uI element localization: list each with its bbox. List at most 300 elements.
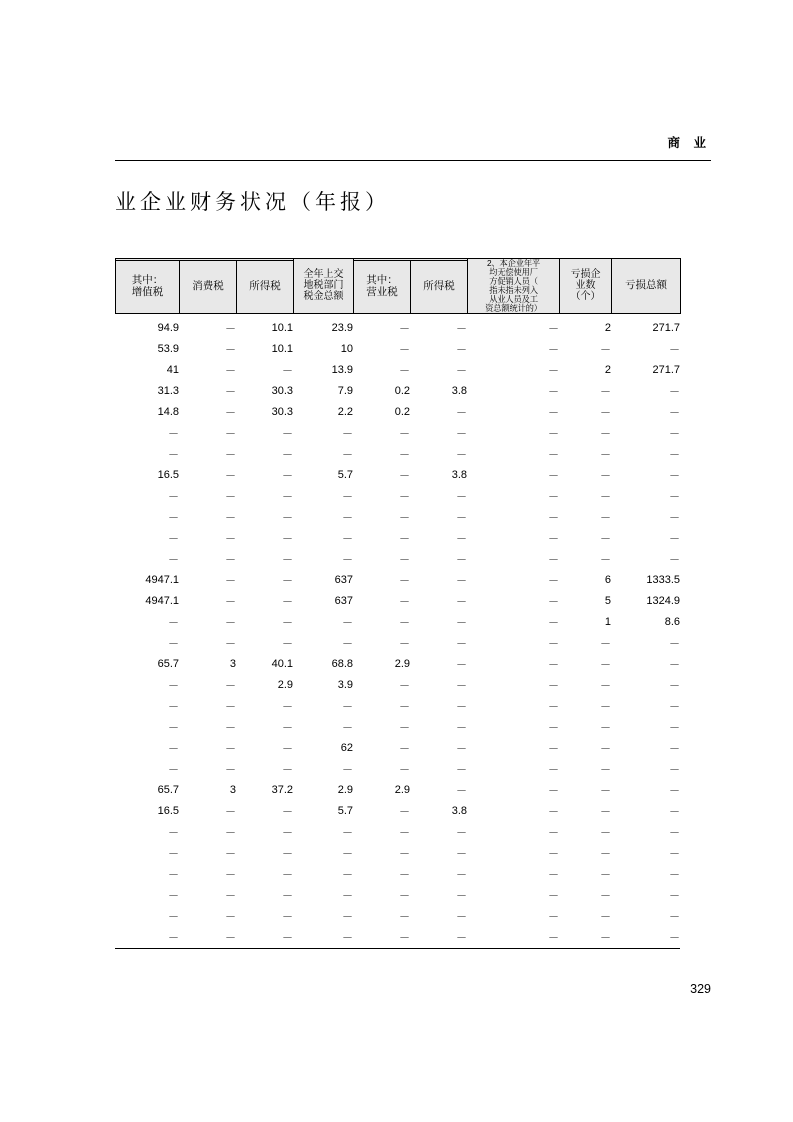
table-cell: － <box>225 638 236 651</box>
table-cell: 14.8 <box>157 406 179 419</box>
header-line: 所得税 <box>249 280 281 293</box>
table-cell: － <box>600 911 611 924</box>
table-cell: － <box>669 743 680 756</box>
table-cell: － <box>456 365 467 378</box>
table-cell: 1 <box>604 616 611 629</box>
table-cell: － <box>548 911 559 924</box>
table-cell: 4947.1 <box>145 595 179 608</box>
header-line: 亏损企 <box>570 269 601 281</box>
header-line: 消费税 <box>192 280 224 293</box>
table-cell: － <box>669 680 680 693</box>
table-row <box>115 360 680 381</box>
table-cell: － <box>399 806 410 819</box>
table-cell: － <box>548 848 559 861</box>
table-cell: － <box>548 533 559 546</box>
table-cell: － <box>168 911 179 924</box>
table-row <box>115 843 680 864</box>
table-cell: 1324.9 <box>646 595 680 608</box>
table-cell: － <box>168 869 179 882</box>
table-cell: － <box>282 491 293 504</box>
table-cell: － <box>342 533 353 546</box>
header-line: 从业人员及工 <box>489 293 538 304</box>
table-cell: 2.2 <box>337 406 353 419</box>
table-cell: － <box>225 764 236 777</box>
table-cell: － <box>669 512 680 525</box>
table-cell: － <box>342 617 353 630</box>
table-cell: － <box>548 764 559 777</box>
table-cell: － <box>342 911 353 924</box>
table-cell: － <box>600 680 611 693</box>
table-cell: － <box>456 890 467 903</box>
table-cell: － <box>669 428 680 441</box>
table-cell: 5.7 <box>337 469 353 482</box>
header-col-kuisunqiyeshu <box>560 259 612 314</box>
table-cell: 65.7 <box>157 658 179 671</box>
table-cell: 637 <box>334 595 353 608</box>
table-cell: － <box>669 701 680 714</box>
table-cell: 637 <box>334 574 353 587</box>
table-cell: － <box>600 386 611 399</box>
table-cell: 2.9 <box>337 784 353 797</box>
table-cell: － <box>168 827 179 840</box>
table-cell: － <box>342 848 353 861</box>
table-cell: 271.7 <box>652 364 680 377</box>
table-cell: － <box>282 722 293 735</box>
table-cell: － <box>548 596 559 609</box>
table-cell: － <box>342 701 353 714</box>
table-cell: － <box>456 743 467 756</box>
table-cell: － <box>399 722 410 735</box>
table-cell: 30.3 <box>271 385 293 398</box>
table-cell: － <box>399 617 410 630</box>
table-cell: － <box>225 701 236 714</box>
header-line: 指未指未列入 <box>489 284 538 295</box>
table-cell: － <box>456 848 467 861</box>
table-cell: － <box>225 617 236 630</box>
table-cell: － <box>399 680 410 693</box>
table-cell: － <box>342 554 353 567</box>
table-cell: － <box>669 638 680 651</box>
header-line: 资总额统计的） <box>485 302 542 313</box>
header-line: 营业税 <box>366 285 398 298</box>
table-cell: － <box>342 638 353 651</box>
header-line: 方促销人员（ <box>489 275 538 286</box>
table-cell: － <box>669 932 680 945</box>
table-row <box>115 444 680 465</box>
table-cell: － <box>225 869 236 882</box>
table-cell: － <box>600 407 611 420</box>
table-cell: － <box>669 869 680 882</box>
table-cell: － <box>168 743 179 756</box>
table-cell: － <box>282 890 293 903</box>
table-cell: － <box>168 512 179 525</box>
table-cell: － <box>548 869 559 882</box>
table-cell: － <box>399 575 410 588</box>
table-cell: － <box>669 785 680 798</box>
table-cell: 2 <box>604 364 611 377</box>
table-cell: － <box>456 491 467 504</box>
table-cell: 41 <box>166 364 179 377</box>
table-cell: － <box>456 722 467 735</box>
table-cell: － <box>399 512 410 525</box>
table-cell: － <box>282 932 293 945</box>
table-cell: － <box>600 638 611 651</box>
table-row <box>115 759 680 780</box>
table-cell: 3.8 <box>451 805 467 818</box>
table-cell: － <box>282 470 293 483</box>
table-cell: － <box>225 722 236 735</box>
table-row <box>115 549 680 570</box>
table-cell: － <box>282 869 293 882</box>
table-cell: － <box>399 449 410 462</box>
table-row <box>115 507 680 528</box>
table-cell: 3.9 <box>337 679 353 692</box>
table-cell: － <box>456 701 467 714</box>
table-cell: － <box>225 470 236 483</box>
table-cell: － <box>548 386 559 399</box>
table-cell: － <box>600 890 611 903</box>
table-cell: － <box>548 512 559 525</box>
table-row <box>115 339 680 360</box>
table-cell: 3.8 <box>451 385 467 398</box>
table-cell: － <box>548 827 559 840</box>
table-cell: － <box>399 344 410 357</box>
table-cell: － <box>548 449 559 462</box>
table-cell: － <box>600 869 611 882</box>
table-cell: － <box>669 911 680 924</box>
table-cell: － <box>399 470 410 483</box>
table-cell: － <box>548 575 559 588</box>
table-cell: － <box>282 554 293 567</box>
financial-table-body <box>115 314 680 948</box>
table-cell: 65.7 <box>157 784 179 797</box>
table-row <box>115 927 680 948</box>
table-cell: － <box>548 638 559 651</box>
table-cell: 30.3 <box>271 406 293 419</box>
table-cell: － <box>669 449 680 462</box>
table-cell: 10.1 <box>271 322 293 335</box>
header-col-suodeshui-1 <box>237 261 294 314</box>
table-cell: － <box>399 701 410 714</box>
header-col-zengzhishui <box>116 261 180 314</box>
table-cell: － <box>669 554 680 567</box>
table-cell: － <box>600 344 611 357</box>
table-cell: － <box>342 491 353 504</box>
table-cell: － <box>225 533 236 546</box>
table-cell: － <box>669 848 680 861</box>
table-row <box>115 486 680 507</box>
header-col-yingyeshui <box>354 261 411 314</box>
table-cell: － <box>669 344 680 357</box>
table-cell: － <box>600 449 611 462</box>
table-cell: － <box>225 827 236 840</box>
table-cell: － <box>548 659 559 672</box>
table-cell: 3 <box>229 658 236 671</box>
table-cell: － <box>225 428 236 441</box>
table-cell: － <box>548 554 559 567</box>
table-cell: － <box>456 764 467 777</box>
table-cell: － <box>548 806 559 819</box>
table-cell: － <box>342 932 353 945</box>
table-cell: － <box>282 911 293 924</box>
table-cell: － <box>399 869 410 882</box>
table-cell: － <box>168 491 179 504</box>
table-cell: 16.5 <box>157 805 179 818</box>
table-cell: － <box>600 764 611 777</box>
header-col-shuijinzonge <box>294 259 354 314</box>
table-cell: 13.9 <box>331 364 353 377</box>
table-cell: － <box>342 449 353 462</box>
table-cell: － <box>456 344 467 357</box>
table-cell: 2.9 <box>277 679 293 692</box>
table-cell: 0.2 <box>394 406 410 419</box>
table-cell: － <box>548 785 559 798</box>
table-cell: － <box>669 890 680 903</box>
table-row <box>115 402 680 423</box>
table-cell: 68.8 <box>331 658 353 671</box>
table-cell: － <box>548 491 559 504</box>
table-cell: － <box>548 680 559 693</box>
header-line: 2、本企业年平 <box>487 258 541 268</box>
table-cell: 2.9 <box>394 658 410 671</box>
table-cell: － <box>399 764 410 777</box>
table-cell: － <box>225 743 236 756</box>
header-line: 其中： <box>131 274 164 287</box>
table-cell: － <box>456 638 467 651</box>
table-cell: － <box>282 596 293 609</box>
table-cell: － <box>168 680 179 693</box>
table-cell: － <box>225 449 236 462</box>
table-cell: － <box>669 659 680 672</box>
table-cell: 6 <box>604 574 611 587</box>
table-cell: － <box>456 680 467 693</box>
running-head: 商 业 <box>667 136 711 150</box>
table-row <box>115 696 680 717</box>
table-cell: － <box>342 512 353 525</box>
table-cell: － <box>456 617 467 630</box>
table-cell: － <box>282 701 293 714</box>
table-cell: － <box>399 533 410 546</box>
table-cell: － <box>282 512 293 525</box>
header-col-wuchangcuxiao <box>468 259 560 314</box>
header-line: 全年上交 <box>303 269 344 281</box>
header-col-xiaofeishui <box>180 261 237 314</box>
table-cell: － <box>342 428 353 441</box>
table-cell: － <box>669 533 680 546</box>
table-cell: 2 <box>604 322 611 335</box>
table-cell: 0.2 <box>394 385 410 398</box>
table-cell: － <box>225 554 236 567</box>
table-cell: 4947.1 <box>145 574 179 587</box>
header-line: （个） <box>570 291 601 303</box>
financial-table <box>115 258 681 314</box>
table-cell: － <box>225 344 236 357</box>
table-cell: － <box>548 323 559 336</box>
table-cell: － <box>399 596 410 609</box>
table-row <box>115 780 680 801</box>
table-row <box>115 528 680 549</box>
table-cell: － <box>168 764 179 777</box>
table-cell: － <box>225 386 236 399</box>
table-cell: － <box>225 575 236 588</box>
table-row <box>115 633 680 654</box>
table-cell: － <box>399 911 410 924</box>
table-cell: 7.9 <box>337 385 353 398</box>
table-cell: － <box>282 365 293 378</box>
table-row <box>115 885 680 906</box>
table-cell: 2.9 <box>394 784 410 797</box>
table-cell: － <box>168 638 179 651</box>
table-cell: － <box>342 764 353 777</box>
table-cell: － <box>548 743 559 756</box>
table-cell: － <box>456 428 467 441</box>
table-cell: － <box>225 890 236 903</box>
table-cell: － <box>669 827 680 840</box>
table-cell: － <box>282 806 293 819</box>
table-cell: － <box>225 911 236 924</box>
table-cell: － <box>600 533 611 546</box>
table-cell: 37.2 <box>271 784 293 797</box>
table-cell: － <box>399 848 410 861</box>
table-cell: － <box>548 722 559 735</box>
header-line: 亏损总额 <box>625 278 668 291</box>
table-row <box>115 314 680 339</box>
table-cell: － <box>669 491 680 504</box>
table-cell: － <box>600 428 611 441</box>
table-cell: 31.3 <box>157 385 179 398</box>
financial-table-wrapper <box>115 258 680 949</box>
table-cell: － <box>600 785 611 798</box>
table-cell: － <box>456 785 467 798</box>
table-cell: － <box>399 428 410 441</box>
table-cell: 10.1 <box>271 343 293 356</box>
table-cell: － <box>282 827 293 840</box>
table-cell: － <box>600 512 611 525</box>
table-row <box>115 675 680 696</box>
table-cell: － <box>456 407 467 420</box>
table-row <box>115 864 680 885</box>
table-cell: － <box>600 554 611 567</box>
table-cell: － <box>399 638 410 651</box>
table-cell: － <box>548 428 559 441</box>
table-cell: － <box>669 722 680 735</box>
table-cell: － <box>669 386 680 399</box>
table-cell: － <box>168 932 179 945</box>
table-cell: － <box>168 848 179 861</box>
table-cell: － <box>282 428 293 441</box>
table-cell: － <box>225 596 236 609</box>
table-cell: － <box>282 449 293 462</box>
table-cell: － <box>282 617 293 630</box>
table-cell: － <box>456 869 467 882</box>
table-cell: － <box>600 701 611 714</box>
table-cell: － <box>225 806 236 819</box>
table-cell: － <box>282 575 293 588</box>
table-cell: － <box>282 764 293 777</box>
table-cell: － <box>548 890 559 903</box>
header-line: 税金总额 <box>303 291 344 303</box>
table-cell: － <box>600 659 611 672</box>
table-cell: － <box>399 491 410 504</box>
table-row <box>115 570 680 591</box>
table-cell: － <box>456 659 467 672</box>
table-cell: 3 <box>229 784 236 797</box>
table-cell: 8.6 <box>664 616 680 629</box>
table-cell: － <box>225 680 236 693</box>
table-cell: － <box>225 491 236 504</box>
table-cell: － <box>225 848 236 861</box>
table-cell: － <box>399 743 410 756</box>
table-cell: 94.9 <box>157 322 179 335</box>
table-row <box>115 801 680 822</box>
table-cell: － <box>342 827 353 840</box>
header-col-suodeshui-2 <box>411 261 468 314</box>
table-cell: － <box>225 323 236 336</box>
header-line: 地税部门 <box>303 280 344 292</box>
table-cell: － <box>548 617 559 630</box>
table-cell: － <box>456 911 467 924</box>
table-cell: － <box>342 722 353 735</box>
table-cell: － <box>342 890 353 903</box>
table-cell: － <box>168 890 179 903</box>
header-line: 业数 <box>575 280 596 292</box>
header-rule <box>115 160 711 161</box>
table-cell: － <box>168 617 179 630</box>
header-line: 增值税 <box>131 285 164 298</box>
table-bottom-rule <box>115 948 680 949</box>
header-line: 均无偿使用厂 <box>489 266 538 277</box>
table-row <box>115 465 680 486</box>
table-cell: － <box>282 848 293 861</box>
table-cell: － <box>600 491 611 504</box>
table-cell: － <box>399 365 410 378</box>
table-cell: 16.5 <box>157 469 179 482</box>
table-cell: － <box>342 869 353 882</box>
table-cell: － <box>168 554 179 567</box>
table-cell: － <box>399 932 410 945</box>
header-line: 其中： <box>366 274 398 287</box>
table-cell: － <box>225 932 236 945</box>
table-row <box>115 738 680 759</box>
table-cell: － <box>456 575 467 588</box>
table-cell: － <box>399 554 410 567</box>
table-cell: － <box>225 365 236 378</box>
table-cell: － <box>548 470 559 483</box>
table-cell: － <box>168 428 179 441</box>
table-cell: － <box>168 722 179 735</box>
table-cell: － <box>282 533 293 546</box>
table-cell: － <box>168 533 179 546</box>
table-cell: 5 <box>604 595 611 608</box>
table-cell: － <box>669 407 680 420</box>
table-cell: － <box>282 638 293 651</box>
table-row <box>115 423 680 444</box>
table-cell: － <box>168 701 179 714</box>
table-cell: － <box>456 533 467 546</box>
table-cell: 1333.5 <box>646 574 680 587</box>
page-title: 业企业财务状况（年报） <box>115 191 390 214</box>
table-cell: － <box>456 932 467 945</box>
table-cell: － <box>600 470 611 483</box>
table-row <box>115 381 680 402</box>
table-cell: － <box>399 323 410 336</box>
table-cell: － <box>456 554 467 567</box>
table-cell: － <box>600 722 611 735</box>
table-cell: － <box>399 827 410 840</box>
header-col-kuisunzonge <box>612 259 681 314</box>
header-line: 所得税 <box>423 280 455 293</box>
table-cell: － <box>669 764 680 777</box>
